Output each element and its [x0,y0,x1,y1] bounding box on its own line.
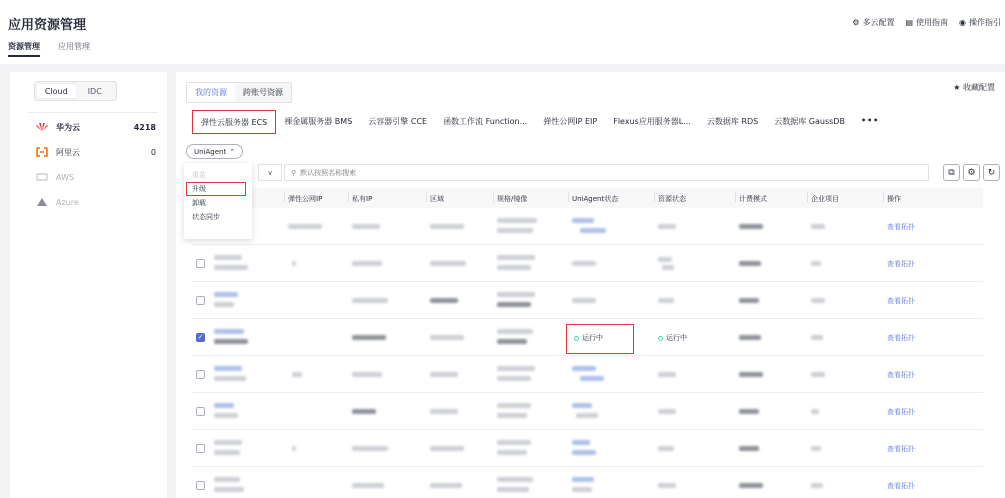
highlight-box [566,324,634,354]
table-row[interactable] [192,393,983,430]
tab-bms[interactable]: 裸金属服务器 BMS [284,117,353,126]
user-guide-link[interactable]: ▤ 使用指南 [905,18,949,27]
main-panel [176,72,1005,498]
column-resource-status: 资源状态 [658,194,686,204]
uniagent-status: 运行中 [574,333,603,343]
tab-eip[interactable]: 弹性公网IP EIP [543,117,598,126]
multi-cloud-config-link[interactable]: ⚙ 多云配置 [852,18,895,27]
row-checkbox[interactable] [196,481,205,490]
cloud-idc-switch [34,81,117,101]
tab-function[interactable]: 函数工作流 Function... [443,117,528,126]
aliyun-logo-icon [36,147,48,157]
tab-resource-management[interactable]: 资源管理 [8,41,40,57]
menu-item-uninstall[interactable]: 卸载 [192,199,206,207]
aws-logo-icon [36,172,48,182]
copy-icon[interactable]: ⧉ [943,164,960,181]
top-bar [0,0,1005,64]
tab-rds[interactable]: 云数据库 RDS [706,117,759,126]
table-header [192,188,983,208]
azure-logo-icon [36,197,48,207]
sidebar-item-aws[interactable]: AWS [36,170,156,184]
segment-idc[interactable]: IDC [87,86,102,96]
gear-icon: ⚙ [852,18,860,27]
view-topology-link[interactable]: 查看拓扑 [887,334,915,342]
resource-status: 运行中 [658,333,687,343]
row-checkbox[interactable] [196,259,205,268]
row-checkbox[interactable] [196,370,205,379]
tab-gaussdb[interactable]: 云数据库 GaussDB [774,117,845,126]
view-topology-link[interactable]: 查看拓扑 [887,482,915,490]
filter-select[interactable] [258,164,282,181]
tab-flexus[interactable]: Flexus应用服务器L... [613,117,691,126]
table-row[interactable] [192,282,983,319]
menu-item-status-sync[interactable]: 状态同步 [192,213,220,221]
settings-icon[interactable]: ⚙ [963,164,980,181]
table-row[interactable] [192,208,983,245]
view-topology-link[interactable]: 查看拓扑 [887,371,915,379]
row-checkbox-checked[interactable]: ✓ [197,333,204,341]
refresh-icon[interactable]: ↻ [983,164,1000,181]
page-title: 应用资源管理 [8,18,87,33]
book-icon: ▤ [905,18,914,27]
column-eip: 弹性公网IP [288,194,322,204]
divider [28,112,158,113]
row-checkbox[interactable] [196,444,205,453]
column-billing: 计费模式 [739,194,767,204]
tab-cce[interactable]: 云容器引擎 CCE [368,117,428,126]
table-row[interactable] [192,430,983,467]
more-tabs-button[interactable]: ••• [860,116,880,125]
view-topology-link[interactable]: 查看拓扑 [887,297,915,305]
star-icon: ★ [953,83,961,92]
column-spec-image: 规格/镜像 [497,194,527,204]
resource-tabs [186,82,292,103]
eye-icon: ◉ [959,18,966,27]
uniagent-dropdown-button[interactable]: UniAgent ⌃ [186,144,243,159]
tab-cross-account-resources[interactable]: 跨账号资源 [243,88,283,97]
tab-ecs[interactable]: 弹性云服务器 ECS [192,110,276,134]
huawei-logo-icon [36,122,48,132]
menu-item-reinstall: 重装 [192,171,206,179]
column-enterprise-project: 企业项目 [811,194,839,204]
tab-my-resources[interactable]: 我的资源 [187,83,235,102]
table-row[interactable] [192,245,983,282]
search-box [284,164,929,181]
table-row[interactable] [192,356,983,393]
view-topology-link[interactable]: 查看拓扑 [887,445,915,453]
table-tools [943,164,1000,181]
uniagent-menu [184,163,252,239]
chevron-down-icon: ∨ [267,168,273,177]
view-topology-link[interactable]: 查看拓扑 [887,223,915,231]
status-dot-icon [658,336,663,341]
search-icon: ⚲ [291,168,297,177]
sidebar-item-huawei[interactable]: 华为云 4218 [36,120,156,134]
search-input[interactable] [300,169,905,177]
column-uniagent-status: UniAgent状态 [572,194,618,204]
row-checkbox[interactable] [196,296,205,305]
cloud-sidebar [10,72,167,498]
row-checkbox[interactable] [196,407,205,416]
top-tabs [8,41,90,57]
tab-app-management[interactable]: 应用管理 [58,42,90,51]
column-region: 区域 [430,194,444,204]
view-topology-link[interactable]: 查看拓扑 [887,260,915,268]
operation-guide-link[interactable]: ◉ 操作指引 [959,18,1001,27]
column-actions: 操作 [887,194,901,204]
segment-cloud[interactable]: Cloud [37,84,76,98]
table-row[interactable] [192,467,983,498]
menu-item-upgrade[interactable]: 升级 [186,182,246,196]
chevron-up-icon: ⌃ [229,147,236,156]
service-tabs [176,110,1005,134]
view-topology-link[interactable]: 查看拓扑 [887,408,915,416]
top-links [852,17,1001,28]
sidebar-item-aliyun[interactable]: 阿里云 0 [36,145,156,159]
sidebar-item-azure[interactable]: Azure [36,195,156,209]
column-private-ip: 私有IP [352,194,372,204]
favorite-config-button[interactable]: ★ 收藏配置 [953,83,995,92]
